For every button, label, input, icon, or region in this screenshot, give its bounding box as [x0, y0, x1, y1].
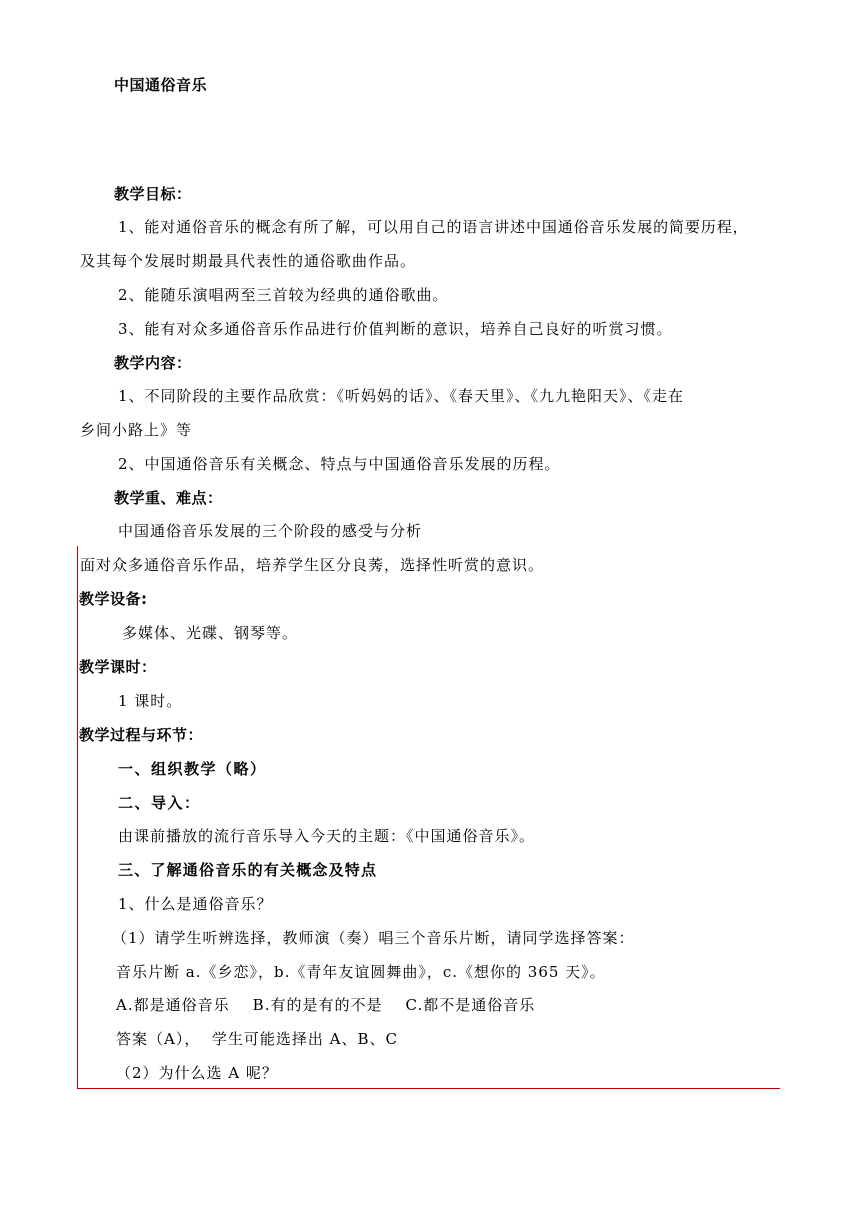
- step-2: 二、导入：: [118, 794, 201, 812]
- question-1-part-1: （1）请学生听辨选择，教师演（奏）唱三个音乐片断，请同学选择答案：: [112, 929, 635, 947]
- equipment-heading: 教学设备:: [79, 590, 148, 608]
- equipment-text: 多媒体、光碟、钢琴等。: [122, 624, 299, 642]
- answer-text: 答案（A）， 学生可能选择出 A、B、C: [116, 1030, 398, 1048]
- hours-heading: 教学课时：: [79, 658, 157, 676]
- process-heading: 教学过程与环节：: [79, 726, 204, 744]
- step-1: 一、组织教学（略）: [118, 760, 267, 778]
- document-title: 中国通俗音乐: [114, 76, 208, 94]
- content-1-line-1: 1、不同阶段的主要作品欣赏：《听妈妈的话》、《春天里》、《九九艳阳天》、《走在: [118, 387, 685, 405]
- hours-text: 1 课时。: [118, 692, 183, 710]
- key-points-heading: 教学重、难点：: [114, 489, 223, 507]
- content-1-line-2: 乡间小路上》等: [80, 421, 193, 439]
- goals-heading: 教学目标：: [114, 185, 192, 203]
- goal-1-line-1: 1、能对通俗音乐的概念有所了解，可以用自己的语言讲述中国通俗音乐发展的简要历程，: [118, 218, 749, 236]
- goal-3: 3、能有对众多通俗音乐作品进行价值判断的意识，培养自己良好的听赏习惯。: [118, 320, 673, 338]
- step-3: 三、了解通俗音乐的有关概念及特点: [118, 861, 378, 879]
- key-point-2: 面对众多通俗音乐作品，培养学生区分良莠，选择性听赏的意识。: [80, 556, 545, 574]
- answer-options: A.都是通俗音乐 B.有的是有的不是 C.都不是通俗音乐: [116, 996, 536, 1014]
- content-2: 2、中国通俗音乐有关概念、特点与中国通俗音乐发展的历程。: [118, 455, 561, 473]
- question-1-part-2: （2）为什么选 A 呢？: [116, 1064, 278, 1082]
- content-heading: 教学内容：: [114, 354, 192, 372]
- goal-1-line-2: 及其每个发展时期最具代表性的通俗歌曲作品。: [80, 252, 417, 270]
- goal-2: 2、能随乐演唱两至三首较为经典的通俗歌曲。: [118, 286, 449, 304]
- music-clips: 音乐片断 a.《乡恋》，b.《青年友谊圆舞曲》，c.《想你的 365 天》。: [116, 963, 606, 981]
- question-1: 1、什么是通俗音乐？: [118, 895, 273, 913]
- margin-bracket-horizontal: [77, 1088, 780, 1089]
- key-point-1: 中国通俗音乐发展的三个阶段的感受与分析: [118, 522, 423, 540]
- step-2-text: 由课前播放的流行音乐导入今天的主题：《中国通俗音乐》。: [118, 827, 536, 845]
- margin-bracket-vertical: [77, 546, 78, 1089]
